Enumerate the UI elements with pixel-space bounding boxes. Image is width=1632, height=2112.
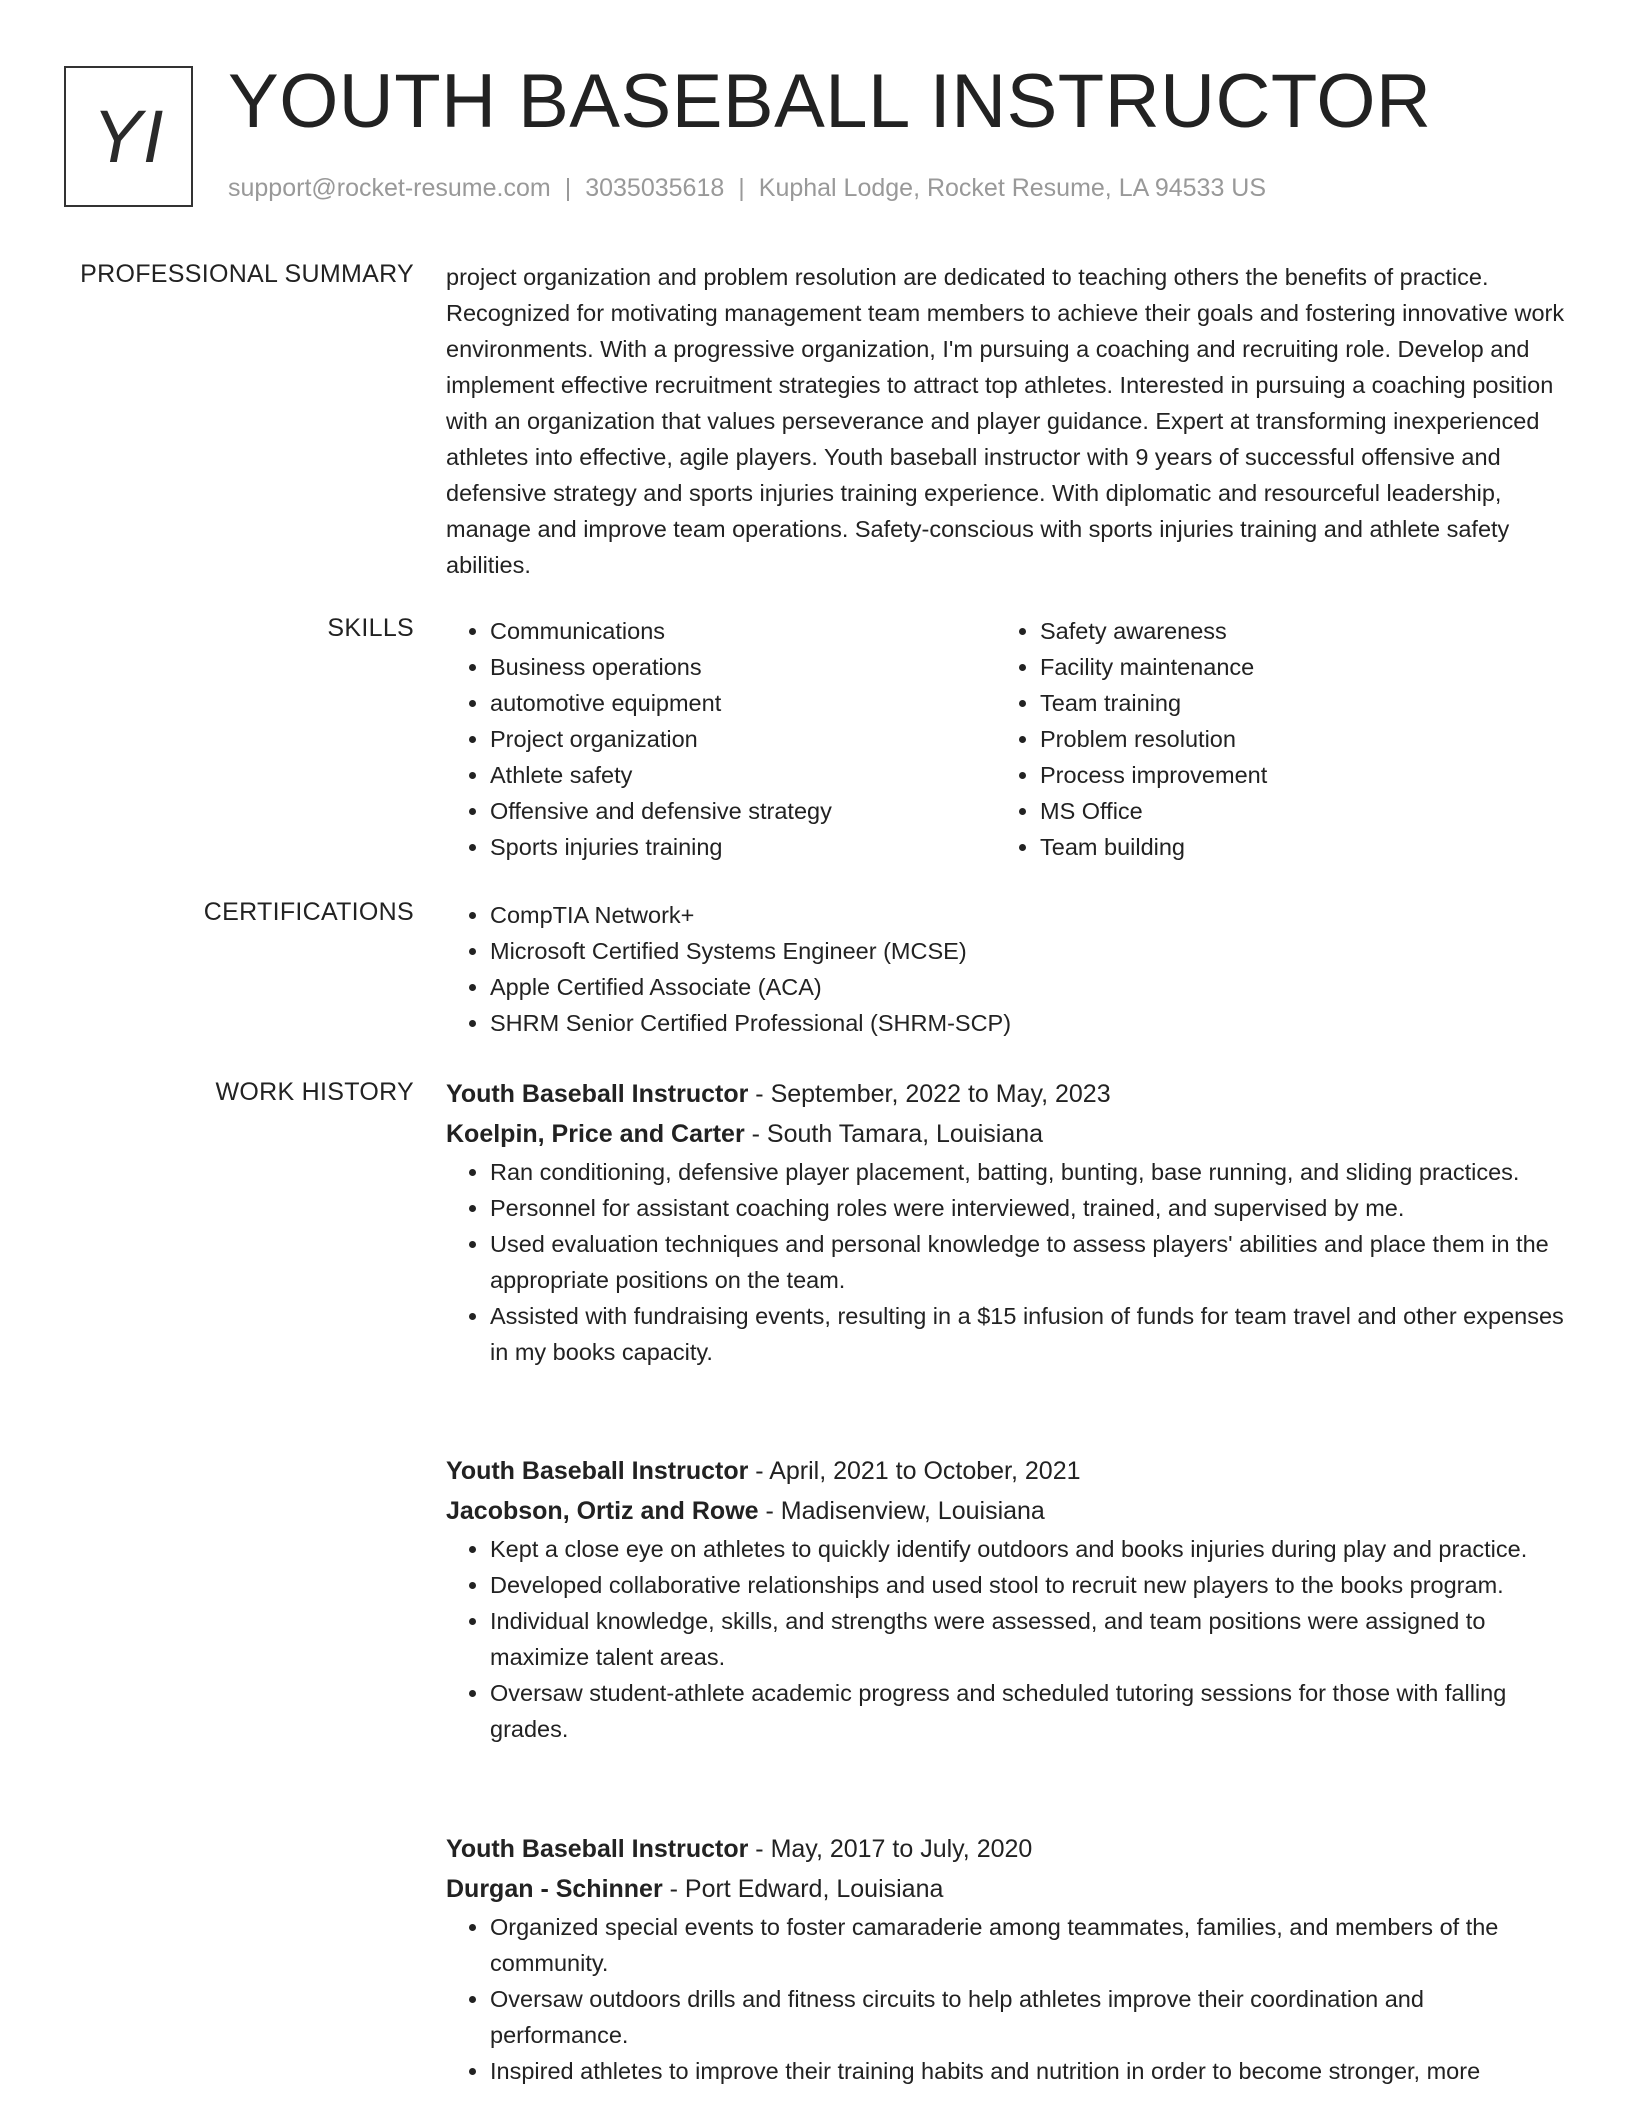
- job-dates: - September, 2022 to May, 2023: [748, 1080, 1111, 1108]
- skills-column-right: [996, 613, 1546, 865]
- skill-item: • automotive equipment: [490, 685, 996, 721]
- skills-heading: SKILLS: [327, 614, 414, 642]
- skill-item: • Problem resolution: [1040, 721, 1546, 757]
- contact-separator: |: [564, 174, 572, 202]
- job-bullets: [446, 1909, 1566, 2089]
- job-bullet: • Organized special events to foster camaraderie among teammates, families, and members of the community.: [490, 1909, 1566, 1981]
- certification-item: • SHRM Senior Certified Professional (SHRM-SCP): [490, 1005, 1566, 1041]
- skills-grid: [446, 613, 1566, 865]
- skill-item: • Project organization: [490, 721, 996, 757]
- skills-section: [446, 613, 1566, 865]
- monogram-initials: YI: [92, 95, 165, 178]
- certifications-section: [446, 897, 1566, 1041]
- job-entry: [446, 1074, 1566, 1370]
- skill-item: • Safety awareness: [1040, 613, 1546, 649]
- job-location: - South Tamara, Louisiana: [744, 1120, 1044, 1148]
- skill-item: • Sports injuries training: [490, 829, 996, 865]
- skills-list-left: [446, 613, 996, 865]
- skill-item: • Offensive and defensive strategy: [490, 793, 996, 829]
- skills-list-right: [996, 613, 1546, 865]
- certification-item: • Apple Certified Associate (ACA): [490, 969, 1566, 1005]
- skills-column-left: [446, 613, 996, 865]
- contact-phone: 3035035618: [585, 174, 725, 202]
- certification-item: • Microsoft Certified Systems Engineer (MCSE): [490, 933, 1566, 969]
- job-title-line: [446, 1074, 1566, 1114]
- job-title-line: [446, 1451, 1566, 1491]
- resume-name: YOUTH BASEBALL INSTRUCTOR: [228, 59, 1432, 144]
- job-company-line: [446, 1114, 1566, 1154]
- job-company: Jacobson, Ortiz and Rowe: [446, 1497, 759, 1525]
- job-bullet: • Kept a close eye on athletes to quickly identify outdoors and books injuries during play and practice.: [490, 1531, 1566, 1567]
- job-company: Koelpin, Price and Carter: [446, 1120, 745, 1148]
- skill-item: • Athlete safety: [490, 757, 996, 793]
- job-bullet: • Assisted with fundraising events, resulting in a $15 infusion of funds for team travel and other expenses in my books capacity.: [490, 1298, 1566, 1370]
- job-company-line: [446, 1491, 1566, 1531]
- job-title-line: [446, 1829, 1566, 1869]
- job-dates: - April, 2021 to October, 2021: [748, 1457, 1081, 1485]
- job-company-line: [446, 1869, 1566, 1909]
- contact-separator: |: [738, 174, 745, 202]
- job-bullet: • Oversaw outdoors drills and fitness circuits to help athletes improve their coordination and performance.: [490, 1981, 1566, 2053]
- job-title: Youth Baseball Instructor: [446, 1457, 749, 1485]
- monogram-box: [64, 66, 193, 207]
- job-title: Youth Baseball Instructor: [446, 1835, 749, 1863]
- skill-item: • Team building: [1040, 829, 1546, 865]
- job-location: - Port Edward, Louisiana: [662, 1875, 944, 1903]
- job-entry: [446, 1451, 1566, 1747]
- job-bullet: • Developed collaborative relationships and used stool to recruit new players to the books program.: [490, 1567, 1566, 1603]
- work-history-heading: WORK HISTORY: [215, 1078, 414, 1106]
- contact-email: support@rocket-resume.com: [228, 174, 551, 202]
- job-bullet: • Ran conditioning, defensive player placement, batting, bunting, base running, and sliding practices.: [490, 1154, 1566, 1190]
- job-entry: [446, 1829, 1566, 2089]
- summary-text: project organization and problem resolution are dedicated to teaching others the benefits of practice. Recognized for motivating management team members to achieve their goals and fostering innovative work environments. With a progressive organization, I'm pursuing a coaching and recruiting role. Develop and implement effective recruitment strategies to attract top athletes. Interested in pursuing a coaching position with an organization that values perseverance and player guidance. Expert at transforming inexperienced athletes into effective, agile players. Youth baseball instructor with 9 years of successful offensive and defensive strategy and sports injuries training experience. With diplomatic and resourceful leadership, manage and improve team operations. Safety-conscious with sports injuries training and athlete safety abilities.: [446, 264, 1565, 578]
- job-dates: - May, 2017 to July, 2020: [748, 1835, 1033, 1863]
- job-company: Durgan - Schinner: [446, 1875, 663, 1903]
- certifications-heading: CERTIFICATIONS: [203, 898, 414, 926]
- job-bullet: • Used evaluation techniques and personal knowledge to assess players' abilities and place them in the appropriate positions on the team.: [490, 1226, 1566, 1298]
- summary-section: [446, 259, 1566, 583]
- job-bullets: [446, 1531, 1566, 1747]
- job-bullet: • Individual knowledge, skills, and strengths were assessed, and team positions were assigned to maximize talent areas.: [490, 1603, 1566, 1675]
- skill-item: • Communications: [490, 613, 996, 649]
- job-bullets: [446, 1154, 1566, 1370]
- skill-item: • Process improvement: [1040, 757, 1546, 793]
- contact-address: Kuphal Lodge, Rocket Resume, LA 94533 US: [758, 174, 1267, 202]
- certifications-list: [446, 897, 1566, 1041]
- skill-item: • MS Office: [1040, 793, 1546, 829]
- job-title: Youth Baseball Instructor: [446, 1080, 749, 1108]
- skill-item: • Facility maintenance: [1040, 649, 1546, 685]
- job-bullet: • Inspired athletes to improve their training habits and nutrition in order to become stronger, more: [490, 2053, 1566, 2089]
- job-bullet: • Oversaw student-athlete academic progress and scheduled tutoring sessions for those with falling grades.: [490, 1675, 1566, 1747]
- job-location: - Madisenview, Louisiana: [758, 1497, 1045, 1525]
- job-bullet: • Personnel for assistant coaching roles were interviewed, trained, and supervised by me.: [490, 1190, 1566, 1226]
- summary-heading: PROFESSIONAL SUMMARY: [80, 260, 414, 288]
- skill-item: • Business operations: [490, 649, 996, 685]
- contact-line: [228, 174, 1266, 203]
- skill-item: • Team training: [1040, 685, 1546, 721]
- certification-item: • CompTIA Network+: [490, 897, 1566, 933]
